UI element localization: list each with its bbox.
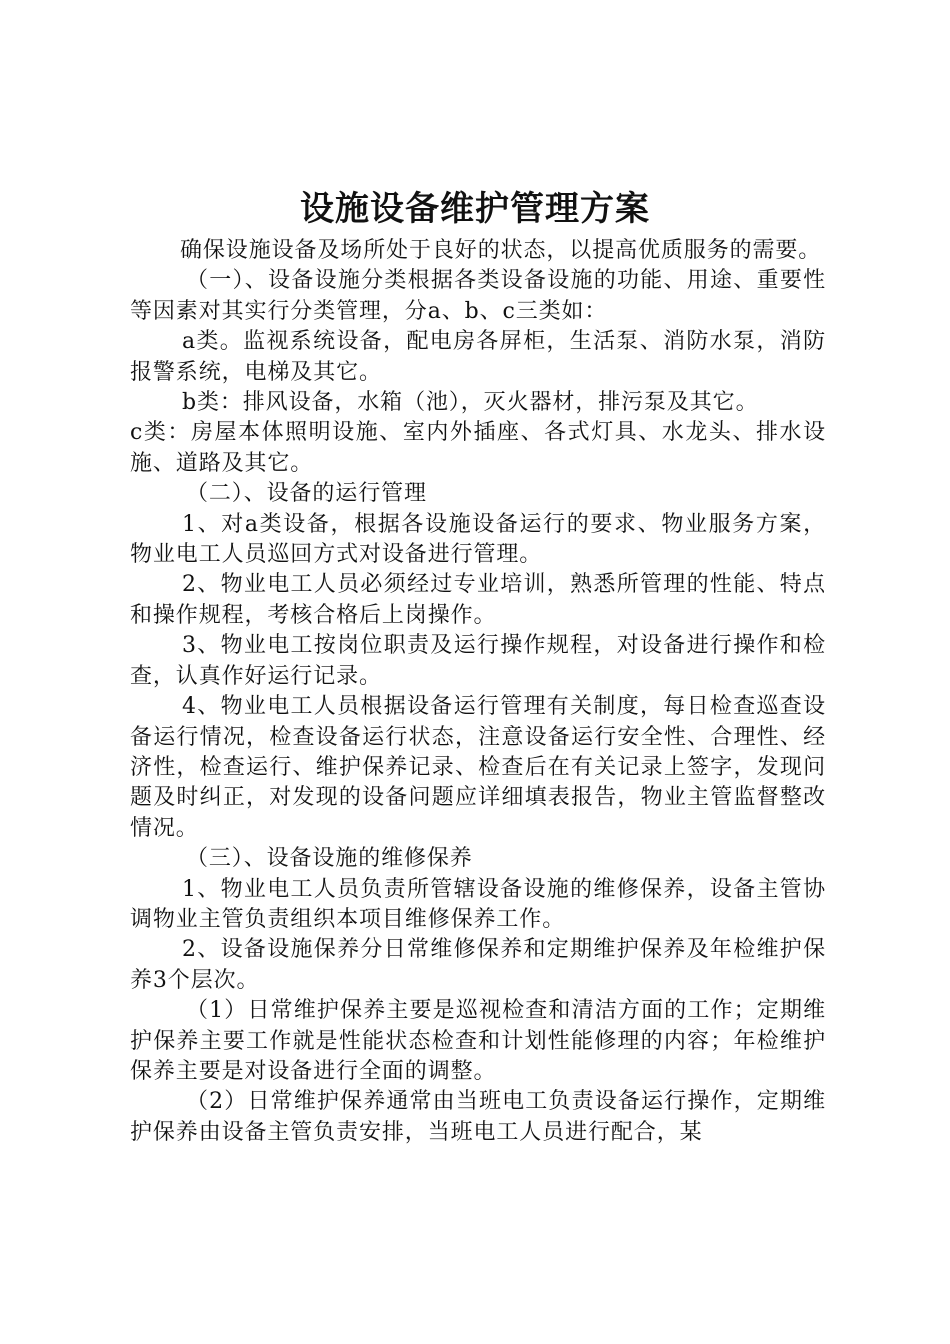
paragraph-intro: 确保设施设备及场所处于良好的状态，以提高优质服务的需要。 <box>180 238 822 263</box>
paragraph-section-2-item-4: 4、物业电工人员根据设备运行管理有关制度，每日检查巡查设备运行情况，检查设备运行状态，注意设备运行安全性、合理性、经济性，检查运行、维护保养记录、检查后在有关记录上签字，发现问题及时纠正，对发现的设备问题应详细填表报告，物业主管监督整改情况。 <box>130 694 826 841</box>
paragraph-class-c: c类：房屋本体照明设施、室内外插座、各式灯具、水龙头、排水设施、道路及其它。 <box>130 420 826 476</box>
paragraph-section-2: （二）、设备的运行管理 <box>186 481 427 507</box>
paragraph-section-2-item-2: 2、物业电工人员必须经过专业培训，熟悉所管理的性能、特点和操作规程，考核合格后上岗操作。 <box>130 572 826 628</box>
paragraph-section-3-subitem-2: （2）日常维护保养通常由当班电工负责设备运行操作，定期维护保养由设备主管负责安排，当班电工人员进行配合，某 <box>130 1089 826 1145</box>
paragraph-section-3: （三）、设备设施的维修保养 <box>186 846 473 872</box>
paragraph-section-3-item-1: 1、物业电工人员负责所管辖设备设施的维修保养，设备主管协调物业主管负责组织本项目维修保养工作。 <box>130 876 826 932</box>
paragraph-class-a: a类。监视系统设备，配电房各屏柜，生活泵、消防水泵，消防报警系统，电梯及其它。 <box>130 329 826 385</box>
document-title: 设施设备维护管理方案 <box>300 189 650 229</box>
paragraph-class-b: b类：排风设备，水箱（池），灭火器材，排污泵及其它。 <box>182 390 759 416</box>
paragraph-section-3-item-2: 2、设备设施保养分日常维修保养和定期维护保养及年检维护保养3个层次。 <box>130 937 826 993</box>
document-body <box>130 236 826 1148</box>
paragraph-section-3-subitem-1: （1）日常维护保养主要是巡视检查和清洁方面的工作；定期维护保养主要工作就是性能状态检查和计划性能修理的内容；年检维护保养主要是对设备进行全面的调整。 <box>130 998 826 1084</box>
paragraph-section-2-item-3: 3、物业电工按岗位职责及运行操作规程，对设备进行操作和检查，认真作好运行记录。 <box>130 633 826 689</box>
paragraph-section-1: （一）、设备设施分类根据各类设备设施的功能、用途、重要性等因素对其实行分类管理，分a、b、c三类如： <box>130 268 826 324</box>
paragraph-section-2-item-1: 1、对a类设备，根据各设施设备运行的要求、物业服务方案，物业电工人员巡回方式对设备进行管理。 <box>130 511 826 568</box>
